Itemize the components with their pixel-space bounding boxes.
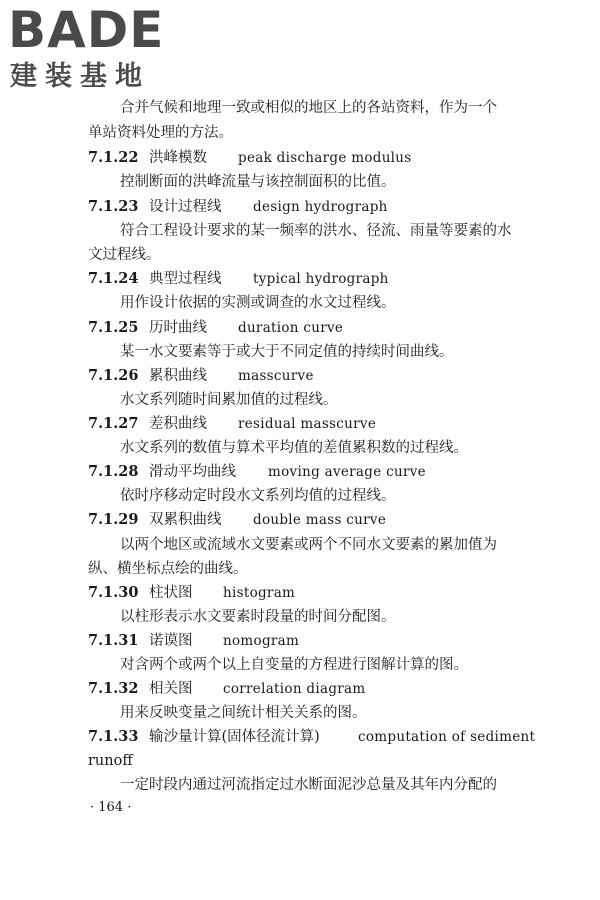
term-definition: 水文系列随时间累加值的过程线。 (120, 392, 338, 408)
term-chinese: 相关图 (149, 681, 193, 697)
term-english: typical hydrograph (253, 271, 389, 287)
term-english-cont: runoff (88, 753, 133, 769)
term-definition: 某一水文要素等于或大于不同定值的持续时间曲线。 (120, 344, 454, 360)
term-definition: 控制断面的洪峰流量与该控制面积的比值。 (120, 174, 396, 190)
term-definition: 依时序移动定时段水文系列均值的过程线。 (120, 488, 396, 504)
intro-line-2: 单站资料处理的方法。 (88, 125, 233, 141)
term-number: 7.1.23 (88, 198, 139, 215)
term-entry-7-1-26 (88, 366, 314, 386)
term-number: 7.1.24 (88, 270, 139, 287)
term-english: double mass curve (253, 512, 387, 528)
term-entry-7-1-25 (88, 318, 344, 338)
term-entry-7-1-27 (88, 414, 377, 434)
term-number: 7.1.30 (88, 584, 139, 601)
term-definition: 水文系列的数值与算术平均值的差值累积数的过程线。 (120, 440, 468, 456)
term-english: moving average curve (268, 464, 426, 480)
term-chinese: 双累积曲线 (149, 512, 222, 528)
term-english: computation of sediment (358, 729, 536, 745)
term-number: 7.1.33 (88, 728, 139, 745)
logo-subtitle: 建装基地 (10, 61, 150, 92)
term-definition: 用来反映变量之间统计相关关系的图。 (120, 705, 367, 721)
term-english: nomogram (223, 633, 300, 649)
term-entry-7-1-29 (88, 510, 387, 530)
term-english: duration curve (238, 320, 344, 336)
term-entry-7-1-33 (88, 727, 536, 747)
term-number: 7.1.22 (88, 149, 139, 166)
term-entry-7-1-32 (88, 679, 366, 699)
term-chinese: 洪峰模数 (149, 150, 207, 166)
term-english: masscurve (238, 368, 314, 384)
intro-line-1: 合并气候和地理一致或相似的地区上的各站资料，作为一个 (120, 100, 497, 116)
term-number: 7.1.25 (88, 319, 139, 336)
term-definition: 一定时段内通过河流指定过水断面泥沙总量及其年内分配的 (120, 777, 497, 793)
term-chinese: 输沙量计算(固体径流计算) (149, 729, 320, 745)
term-entry-7-1-23 (88, 197, 388, 217)
term-chinese: 设计过程线 (149, 199, 222, 215)
term-entry-7-1-30 (88, 583, 296, 603)
term-definition: 以两个地区或流域水文要素或两个不同水文要素的累加值为 (120, 537, 497, 553)
term-chinese: 柱状图 (149, 585, 193, 601)
term-definition: 以柱形表示水文要素时段量的时间分配图。 (120, 609, 396, 625)
term-definition: 对含两个或两个以上自变量的方程进行图解计算的图。 (120, 657, 468, 673)
term-number: 7.1.29 (88, 511, 139, 528)
term-entry-7-1-24 (88, 269, 389, 289)
term-english: histogram (223, 585, 296, 601)
term-definition-cont: 纵、横坐标点绘的曲线。 (88, 561, 248, 577)
logo-wordmark: BADE (8, 1, 165, 59)
term-chinese: 历时曲线 (149, 320, 207, 336)
term-chinese: 诺谟图 (149, 633, 193, 649)
term-number: 7.1.28 (88, 463, 139, 480)
term-chinese: 典型过程线 (149, 271, 222, 287)
term-english: peak discharge modulus (238, 150, 412, 166)
term-definition: 用作设计依据的实测或调查的水文过程线。 (120, 295, 396, 311)
term-definition: 符合工程设计要求的某一频率的洪水、径流、雨量等要素的水 (120, 223, 512, 239)
term-number: 7.1.32 (88, 680, 139, 697)
term-number: 7.1.31 (88, 632, 139, 649)
term-chinese: 差积曲线 (149, 416, 207, 432)
term-english: design hydrograph (253, 199, 388, 215)
term-chinese: 滑动平均曲线 (149, 464, 236, 480)
term-entry-7-1-31 (88, 631, 300, 651)
term-definition-cont: 文过程线。 (88, 247, 161, 263)
term-number: 7.1.26 (88, 367, 139, 384)
page-number: · 164 · (90, 800, 132, 815)
term-entry-7-1-28 (88, 462, 426, 482)
bade-logo (8, 1, 178, 94)
term-english: residual masscurve (238, 416, 377, 432)
term-number: 7.1.27 (88, 415, 139, 432)
term-english: correlation diagram (223, 681, 366, 697)
term-entry-7-1-22 (88, 148, 412, 168)
term-chinese: 累积曲线 (149, 368, 207, 384)
